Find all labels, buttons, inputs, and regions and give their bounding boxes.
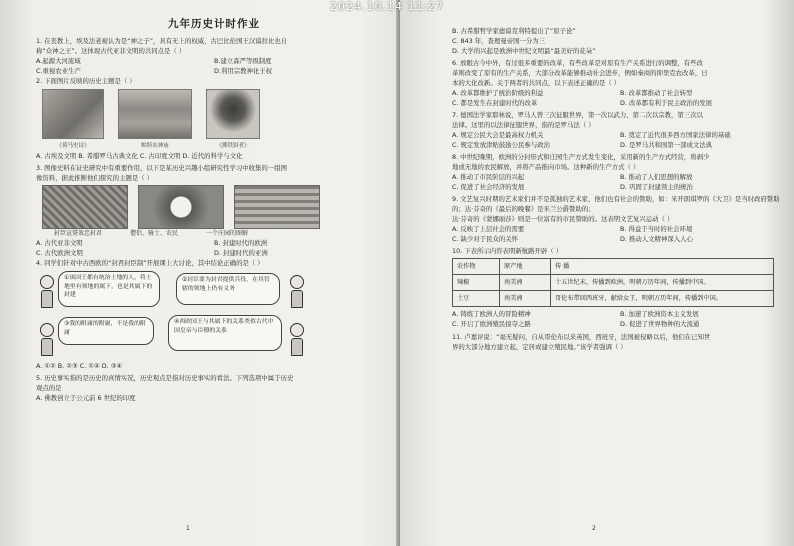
q6-option-c: C. 都是发生在封建时代的改革: [452, 99, 538, 107]
q9-option-b: B. 得益于当时的社会环境: [620, 225, 693, 233]
table-cell: 十五世纪末，传播到欧洲，明朝万历年间，传播到中国。: [551, 275, 774, 291]
q3-option-b: B. 封建时代的欧洲: [214, 239, 268, 247]
q6-stem-line1: 6. 放眼古今中外，有过很多重要的改革，有些改革是对原有生产关系进行的调整，有些改: [452, 59, 703, 67]
speech-bubble-4: ④西欧国王与其属下的关系类似古代中国皇帝与臣僚的关系: [168, 315, 282, 351]
q5-option-b: B. 古希腊哲学家德谟克利特提出了“原子论”: [452, 27, 576, 35]
q2-caption-2: 帕特农神庙: [141, 143, 169, 149]
q5-stem-line2: 观点的是: [36, 384, 62, 392]
q10-option-b: B. 加速了欧洲资本主义发展: [620, 310, 699, 318]
question-10: [452, 246, 788, 329]
q6-stem-line2: 革则改变了原有的生产关系，大部分改革能够推动社会进步，例如秦商的抑里克农改革，日: [452, 69, 708, 77]
q4-cartoon: [36, 271, 392, 359]
table-cell: 南美洲: [500, 275, 551, 291]
question-1: [36, 36, 392, 76]
q2-image-discobolus: [206, 89, 260, 149]
q4-stem: 4. 同学们针对中古西欧的“封君封臣制”开展课上大讨论，其中结论正确的是（ ）: [36, 259, 264, 267]
q6-option-d: D. 改革都有利于民主政治的发展: [620, 99, 713, 107]
q8-option-a: A. 推动了市民阶层的兴起: [452, 173, 525, 181]
question-8: [452, 152, 788, 192]
page-number-right: 2: [592, 525, 596, 532]
q2-image-parthenon: [118, 89, 192, 149]
table-cell: 辣椒: [453, 275, 500, 291]
q1-stem-line2: 称“众神之王”。这体现古代亚非文明的共同点是（ ）: [36, 47, 186, 55]
q8-stem-line1: 8. 中世纪晚期，欧洲的分封形式和庄园生产方式发生变化，采用新的生产方式经营，将剥少: [452, 153, 710, 161]
q9-stem-line2: 达·芬奇的《蒙娜丽莎》则是一位富有的市民赞助的。这表明文艺复兴运动（ ）: [452, 215, 674, 223]
q10-stem: 10. 下表所示内容表明新航路开辟（ ）: [452, 247, 563, 255]
q3-stem-line2: 像资料，据此推断他们探究的主题是（ ）: [36, 174, 154, 182]
q2-caption-1: 《荷马史诗》: [56, 143, 90, 149]
question-2: [36, 76, 392, 161]
worksheet-title: 九年历史计时作业: [168, 18, 260, 30]
temple-image: [118, 89, 192, 139]
q5-stem-line1: 5. 历史事实指的是历史的真情实况，历史观点是指对历史事实的看法。下列选项中属于历史: [36, 374, 294, 382]
q3-caption-2: 僧侣、骑士、农民: [130, 230, 179, 237]
q5-option-d: D. 大学的兴起是欧洲中世纪文明最“最美好的花朵”: [452, 47, 596, 55]
table-header-cell: 农作物: [453, 259, 500, 275]
q5-option-a: A. 佛教创立于公元前 6 世纪的印度: [36, 394, 136, 402]
q7-option-a: A. 规定公民大会是最高权力机关: [452, 131, 544, 139]
student-figure-3: [40, 323, 54, 353]
table-header-row: [453, 259, 774, 275]
q6-option-b: B. 改革都推动了社会转型: [620, 89, 693, 97]
q2-options: A. 古埃及文明 B. 希腊罗马古典文化 C. 古印度文明 D. 近代的科学与文化: [36, 152, 243, 160]
q10-option-c: C. 开启了欧洲殖民掠夺之路: [452, 320, 531, 328]
q9-option-d: D. 推动人文精神深入人心: [620, 235, 693, 243]
q8-option-d: D. 巩固了封建领主的统治: [620, 183, 693, 191]
q6-stem-line3: 本的大化改新。关于两者的共同点，以下表述正确的是（ ）: [452, 79, 621, 87]
q11-stem-line2: 界的大部分地方建立起，定居或建立殖民地。”该学者强调（ ）: [452, 343, 627, 351]
question-3: [36, 163, 392, 258]
table-cell: 哥伦布带回西班牙，献给女王，明朝万历年间，传播到中国。: [551, 291, 774, 307]
speech-bubble-1: ①该国王都有统治土地的人，将土地里有领地的属下，也是其属下的封建: [58, 271, 160, 307]
q7-stem-line2: 法律。这里的以法律征服世界，指的是罗马法（ ）: [452, 121, 595, 129]
q10-option-d: D. 促进了世界物种的大流通: [620, 320, 700, 328]
q3-option-c: C. 古代欧洲文明: [36, 249, 83, 257]
q8-option-b: B. 推动了人们思想的解放: [620, 173, 693, 181]
table-header-cell: 传 播: [551, 259, 774, 275]
student-figure-1: [40, 275, 54, 305]
q9-option-a: A. 反映了上层社会的需要: [452, 225, 525, 233]
q3-caption-1: 封臣宣誓效忠封君: [54, 230, 103, 237]
q1-stem-line1: 1. 在丧教上，埃及法老被认为是“神之子”，具有无上的权威，古巴比伦国王汉谟拉比也自: [36, 37, 288, 45]
table-header-cell: 原产地: [500, 259, 551, 275]
question-9: [452, 194, 788, 244]
q3-image-oath: [42, 185, 128, 229]
q5-option-c: C. 843 年，查理曼帝国一分为三: [452, 37, 546, 45]
q3-stem-line1: 3. 图像史料在证史研究中有重要作用，以下是某历史兴趣小组研究性学习中收集的一组图: [36, 164, 287, 172]
q3-caption-3: 一个庄园的图解: [206, 230, 249, 237]
table-row: [453, 291, 774, 307]
q1-option-d: D.利用宗教神化王权: [214, 67, 273, 75]
question-4: [36, 258, 392, 371]
question-5-continued: [452, 26, 788, 56]
q1-option-a: A.起源大河流域: [36, 57, 81, 65]
table-cell: 南美洲: [500, 291, 551, 307]
q8-option-c: C. 促进了社会经济的发展: [452, 183, 525, 191]
q10-option-a: A. 铸练了欧洲人的冒险精神: [452, 310, 531, 318]
q2-stem: 2. 下面图片反映的历史主题是（ ）: [36, 77, 136, 85]
q9-stem-line1: 9. 文艺复兴时期的艺术家们并不是孤独的艺术家，他们也有社会的赞助，如：米开朗琪罗的《大卫》是当时政府赞助的；达·芬奇的《最后的晚餐》是米兰公爵赞助的；: [452, 195, 780, 213]
q3-option-d: D. 封建时代的亚洲: [214, 249, 268, 257]
statue-image: [206, 89, 260, 139]
table-cell: 土豆: [453, 291, 500, 307]
q7-option-d: D. 是罗马共和国第一部成文法典: [620, 141, 713, 149]
student-figure-4: [290, 323, 304, 353]
q3-image-estates: [138, 185, 224, 229]
q3-image-manor: [234, 185, 320, 229]
q3-option-a: A. 古代亚非文明: [36, 239, 83, 247]
q4-options: A. ①② B. ②③ C. ①④ D. ③④: [36, 362, 123, 370]
q1-option-b: B.建立森严等级制度: [214, 57, 272, 65]
speech-bubble-2: ②封臣要为封君提供兵役，在其管辖的领地上仍有义务: [176, 273, 280, 305]
speech-bubble-3: ③我的附庸的附庸，不是我的附庸: [58, 317, 154, 345]
question-5: [36, 373, 392, 403]
question-11: [452, 332, 788, 352]
q9-option-c: C. 缺少对于民众的关怀: [452, 235, 519, 243]
question-6: [452, 58, 788, 108]
q6-option-a: A. 改革都维护了统治阶级的利益: [452, 89, 544, 97]
student-figure-2: [290, 275, 304, 305]
table-row: [453, 275, 774, 291]
q8-stem-line2: 地或无地的农民解放，并将产品推向市场。这种新的生产方式（ ）: [452, 163, 640, 171]
q7-stem-line1: 7. 德国法学家耶林说，罗马人曾三次征服世界，第一次以武力，第二次以宗教，第三次以: [452, 111, 703, 119]
q7-option-b: B. 奠定了近代很多西方国家法律的基础: [620, 131, 731, 139]
q11-stem-line1: 11. 卢嘉评说：“毫无疑问，自从哥伦布以来英国，西班牙，法国被侵略以后，他们在已知世: [452, 333, 711, 341]
q1-option-c: C.重视农业生产: [36, 67, 81, 75]
q7-option-c: C. 规定发放津贴鼓励公民参与政治: [452, 141, 550, 149]
book-image: [42, 89, 104, 139]
q2-caption-3: 《掷铁饼者》: [216, 143, 250, 149]
right-page: [400, 0, 794, 546]
question-7: [452, 110, 788, 150]
page-number-left: 1: [186, 525, 190, 532]
q2-image-homer: [42, 89, 104, 149]
q10-crop-table: [452, 258, 774, 307]
photo-timestamp: 2024.10.14 11:27: [330, 0, 445, 13]
